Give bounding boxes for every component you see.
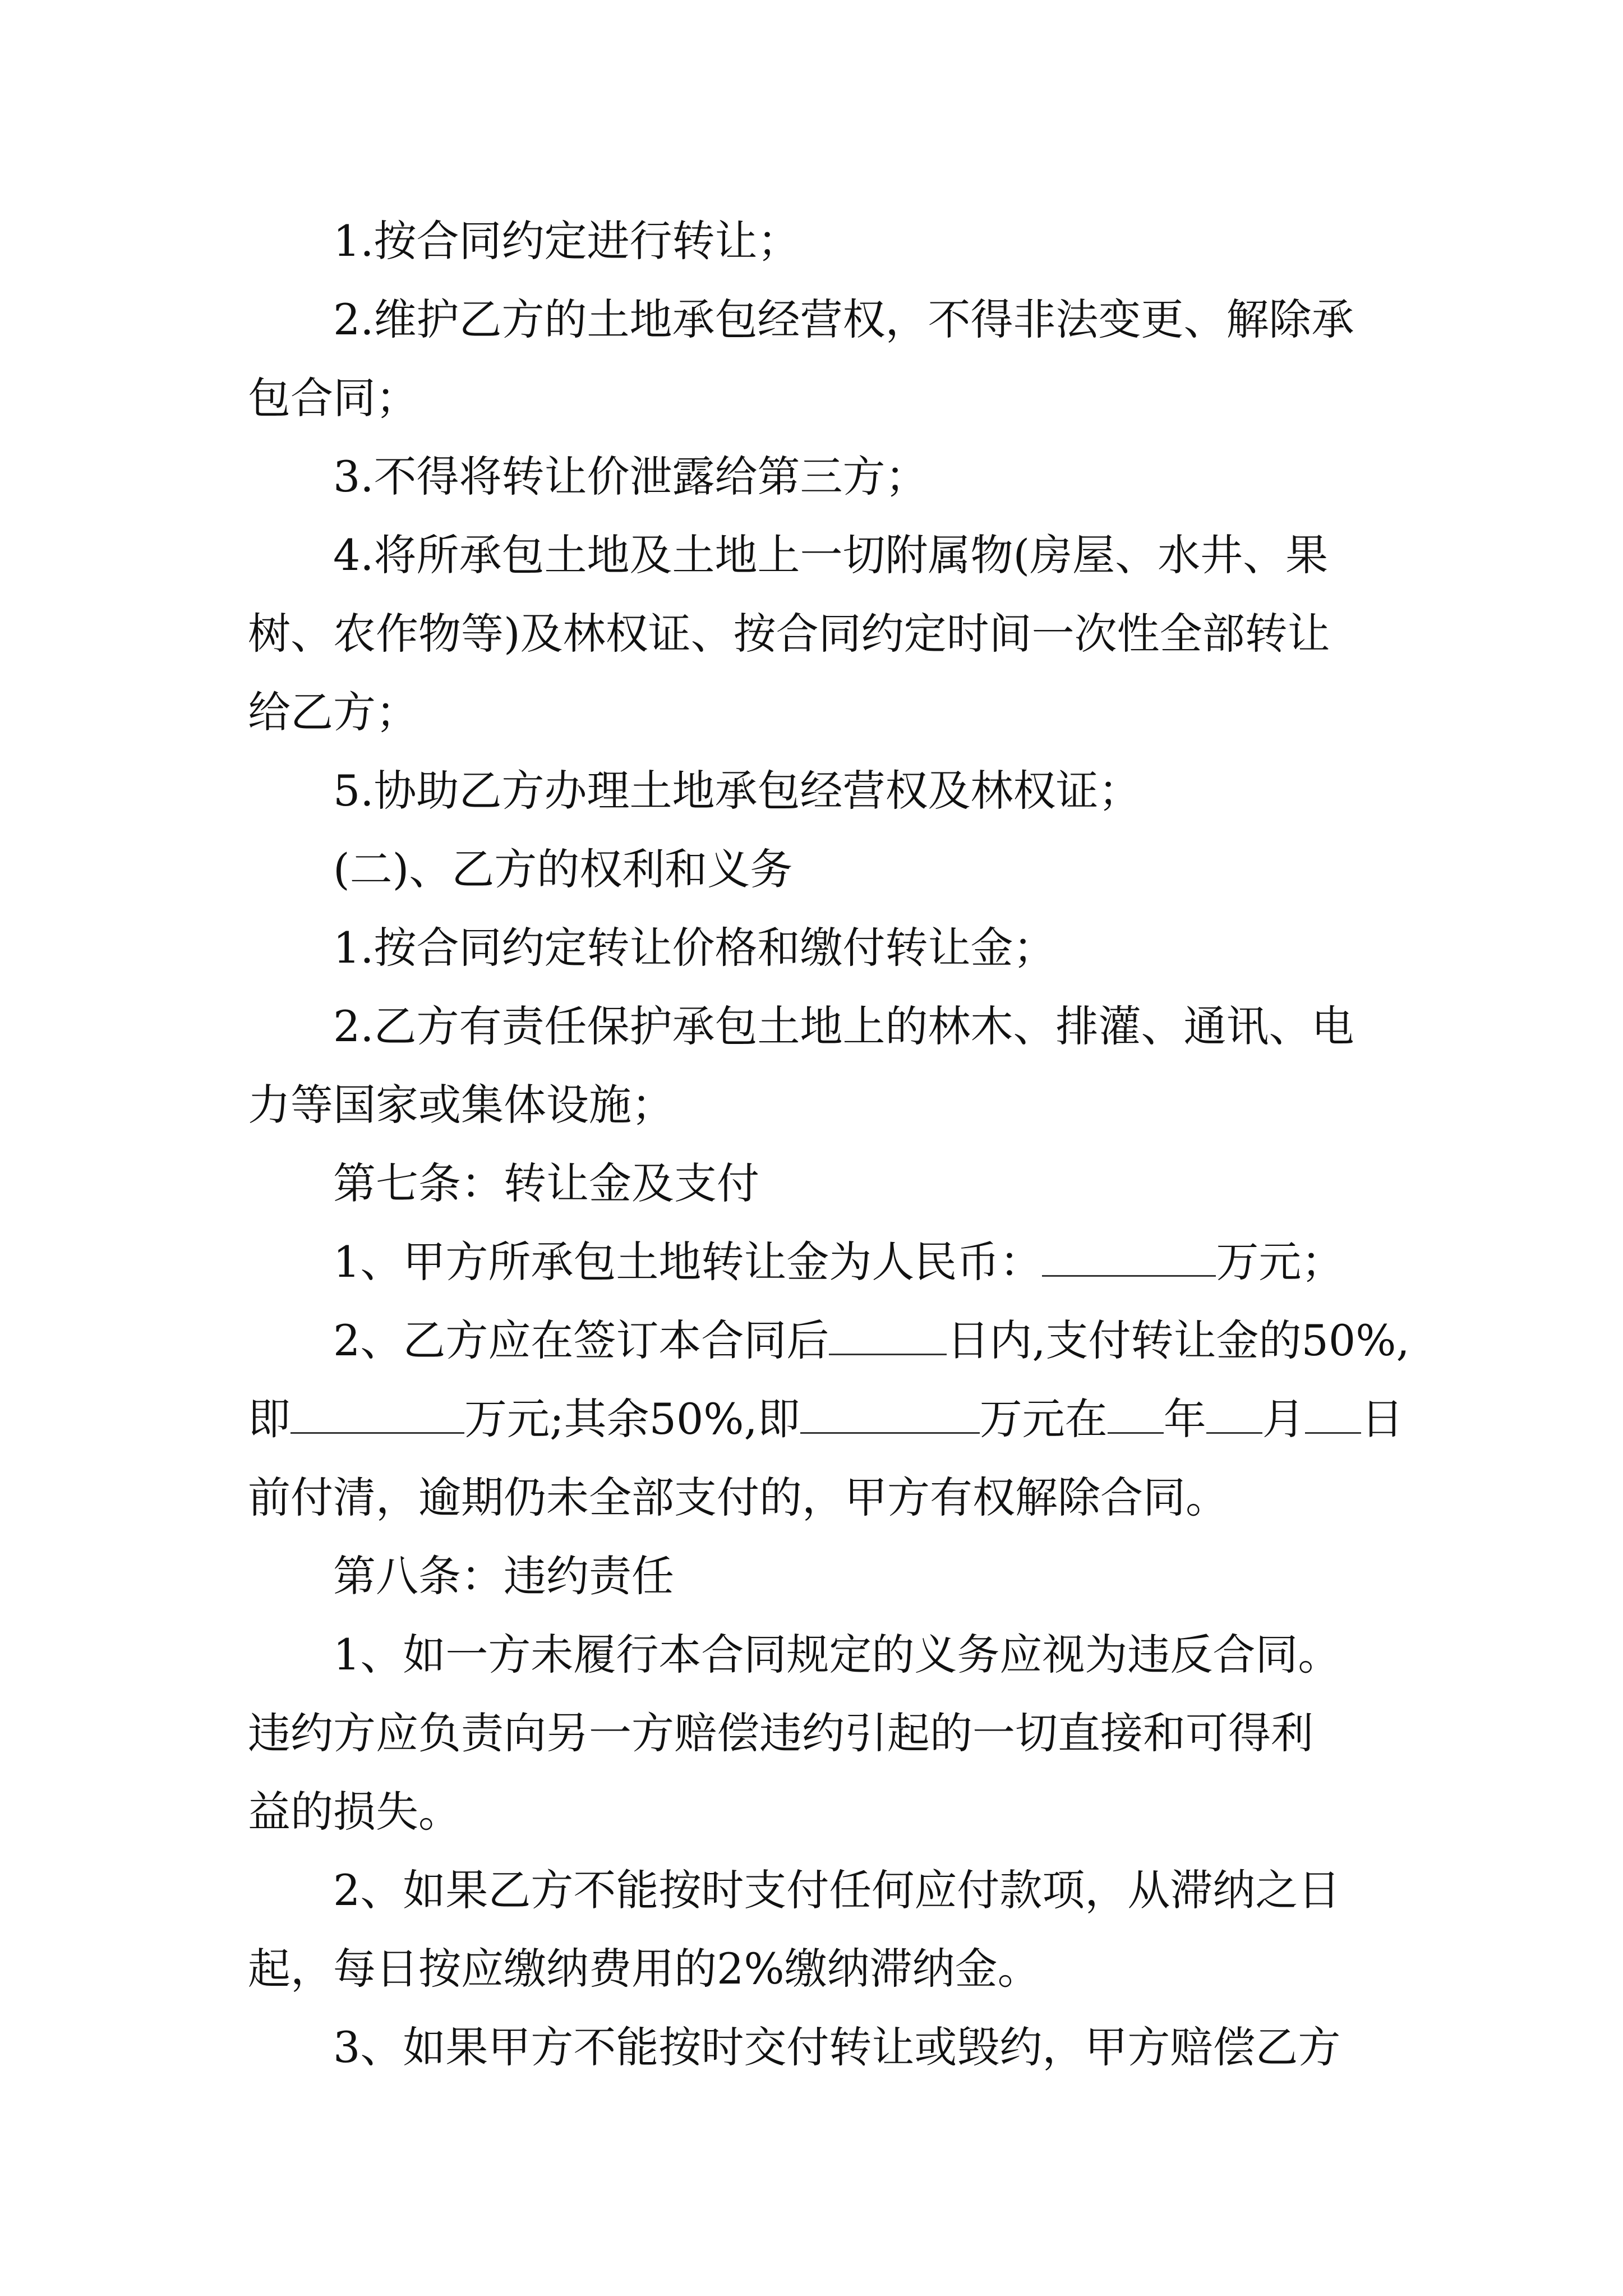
month-blank xyxy=(1206,1393,1262,1434)
clause-item: 2.乙方有责任保护承包土地上的林木、排灌、通讯、电 xyxy=(333,1001,1354,1051)
payment-clause-2-continuation xyxy=(248,1380,1404,1458)
amount-blank xyxy=(291,1393,464,1434)
clause-continuation: 包合同； xyxy=(248,373,418,423)
amount-blank xyxy=(800,1393,980,1434)
payment-text: 万元在 xyxy=(979,1394,1108,1444)
payment-text: 日内,支付转让金的50%, xyxy=(947,1315,1410,1365)
payment-clause-1 xyxy=(248,1223,1384,1301)
clause-continuation: 起，每日按应缴纳费用的2%缴纳滞纳金。 xyxy=(248,1944,1040,1994)
clause-item: 2.维护乙方的土地承包经营权，不得非法变更、解除承 xyxy=(333,295,1354,344)
payment-text: 年 xyxy=(1163,1394,1206,1444)
clause-item: 5.协助乙方办理土地承包经营权及林权证； xyxy=(333,766,1141,816)
day-blank xyxy=(1305,1393,1361,1434)
year-blank xyxy=(1108,1393,1164,1434)
amount-blank xyxy=(1042,1236,1216,1277)
clause-item: 3、如果甲方不能按时交付转让或毁约，甲方赔偿乙方 xyxy=(333,2022,1341,2072)
payment-text: 月 xyxy=(1262,1394,1305,1444)
article-heading: 第七条：转让金及支付 xyxy=(333,1158,759,1208)
payment-clause-2 xyxy=(248,1301,1410,1380)
payment-text: 1、甲方所承包土地转让金为人民币： xyxy=(333,1237,1043,1287)
payment-text: 日 xyxy=(1361,1394,1404,1444)
article-heading: 第八条：违约责任 xyxy=(333,1551,674,1601)
section-heading: (二)、乙方的权利和义务 xyxy=(333,844,793,894)
clause-item: 1.按合同约定进行转让； xyxy=(333,216,800,266)
payment-clause-2-continuation: 前付清，逾期仍未全部支付的，甲方有权解除合同。 xyxy=(248,1473,1228,1522)
clause-continuation: 给乙方； xyxy=(248,687,418,737)
document-body xyxy=(248,202,1410,2087)
clause-continuation: 树、农作物等)及林权证、按合同约定时间一次性全部转让 xyxy=(248,609,1330,659)
payment-text: 即 xyxy=(248,1394,291,1444)
clause-item: 4.将所承包土地及土地上一切附属物(房屋、水井、果 xyxy=(333,530,1329,580)
payment-text: 2、乙方应在签订本合同后 xyxy=(333,1315,829,1365)
clause-item: 2、如果乙方不能按时支付任何应付款项，从滞纳之日 xyxy=(333,1865,1341,1915)
payment-text: 万元； xyxy=(1216,1237,1344,1287)
clause-item: 3.不得将转让价泄露给第三方； xyxy=(333,452,928,501)
clause-item: 1.按合同约定转让价格和缴付转让金； xyxy=(333,923,1056,973)
payment-text: 万元;其余50%,即 xyxy=(464,1394,800,1444)
clause-item: 1、如一方未履行本合同规定的义务应视为违反合同。 xyxy=(333,1630,1341,1680)
clause-continuation: 违约方应负责向另一方赔偿违约引起的一切直接和可得利 xyxy=(248,1708,1313,1758)
clause-continuation: 益的损失。 xyxy=(248,1787,461,1837)
days-blank xyxy=(829,1314,947,1355)
clause-continuation: 力等国家或集体设施； xyxy=(248,1080,674,1130)
